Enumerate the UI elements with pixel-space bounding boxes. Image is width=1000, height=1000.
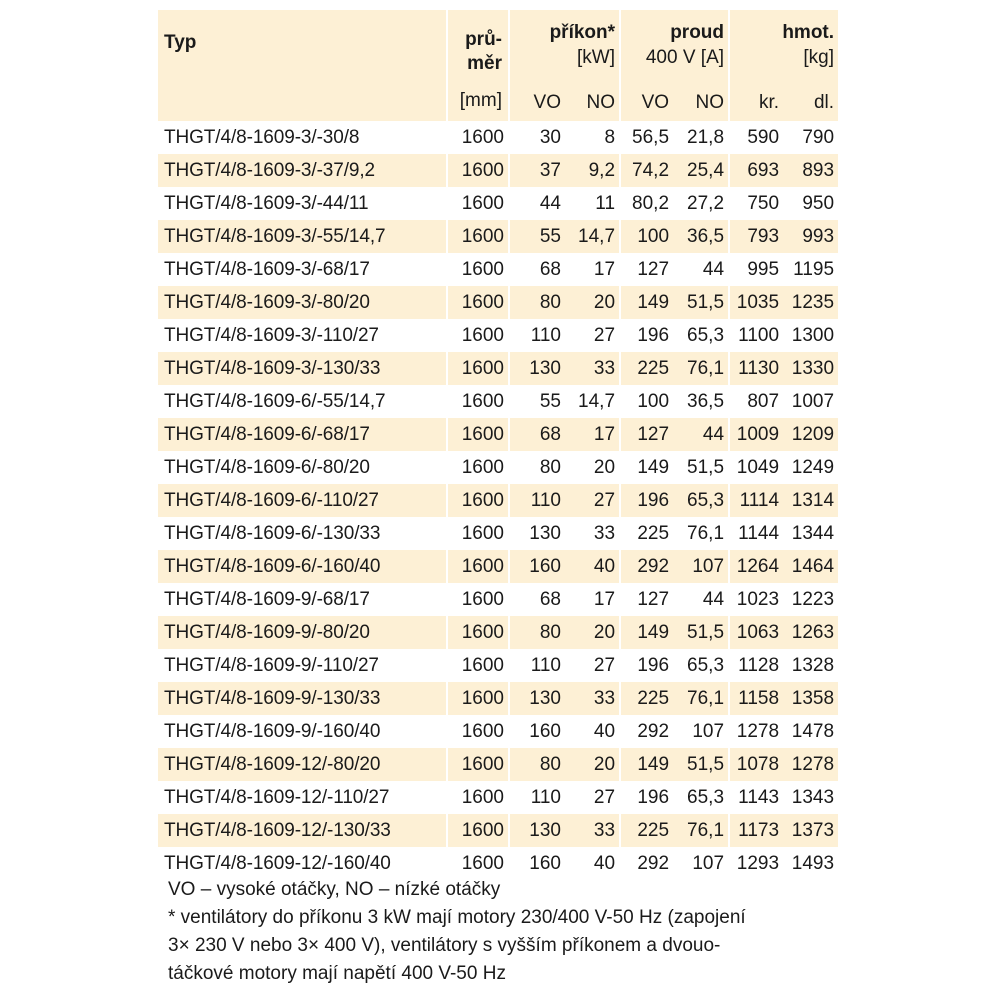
cell-typ: THGT/4/8-1609-3/-30/8 [164, 126, 360, 148]
cell-hmot-kr: 1158 [728, 682, 783, 715]
cell-proud-vo: 100 [619, 220, 673, 253]
cell-proud-no: 76,1 [687, 357, 725, 379]
cell-hmot-dl: 993 [802, 225, 835, 247]
cell-prikon-no: 14,7 [578, 390, 616, 412]
cell-typ: THGT/4/8-1609-9/-68/17 [164, 588, 370, 610]
cell-prikon-no: 33 [593, 819, 616, 841]
cell-hmot-dl: 1478 [791, 720, 835, 742]
cell-hmot-dl: 893 [802, 159, 835, 181]
cell-typ: THGT/4/8-1609-6/-80/20 [164, 456, 370, 478]
table-row [158, 286, 838, 319]
cell-typ: THGT/4/8-1609-12/-80/20 [164, 753, 381, 775]
footnote-line-2: 3× 230 V nebo 3× 400 V), ventilátory s vyšším příkonem a dvouo- [168, 935, 721, 956]
cell-prikon-no: 40 [593, 555, 616, 577]
cell-typ: THGT/4/8-1609-12/-160/40 [164, 852, 391, 874]
cell-prumer: 1600 [446, 286, 508, 319]
cell-hmot-kr: 1035 [728, 286, 783, 319]
cell-prikon-vo: 160 [508, 847, 565, 880]
table-row [158, 385, 838, 418]
cell-typ: THGT/4/8-1609-9/-110/27 [164, 654, 379, 676]
cell-hmot-kr: 1100 [728, 319, 783, 352]
header-proud [619, 10, 728, 88]
cell-hmot-kr: 1114 [728, 484, 783, 517]
cell-typ: THGT/4/8-1609-12/-110/27 [164, 786, 390, 808]
cell-prikon-no: 17 [593, 423, 616, 445]
cell-hmot-kr: 1023 [728, 583, 783, 616]
table-row [158, 550, 838, 583]
cell-hmot-dl: 1007 [791, 390, 835, 412]
cell-hmot-kr: 1063 [728, 616, 783, 649]
table-row [158, 220, 838, 253]
cell-hmot-kr: 1078 [728, 748, 783, 781]
table-header [158, 10, 838, 121]
header-prumer-line2: měr [467, 53, 502, 74]
cell-hmot-kr: 1173 [728, 814, 783, 847]
cell-proud-no: 65,3 [687, 324, 725, 346]
cell-prikon-no: 11 [595, 192, 616, 214]
cell-proud-vo: 196 [619, 781, 673, 814]
cell-prumer: 1600 [446, 682, 508, 715]
cell-typ: THGT/4/8-1609-6/-68/17 [164, 423, 370, 445]
cell-proud-vo: 292 [619, 847, 673, 880]
header-hmot-title: hmot. [782, 22, 835, 43]
table-row [158, 748, 838, 781]
cell-hmot-dl: 1373 [791, 819, 835, 841]
cell-proud-no: 65,3 [687, 786, 725, 808]
cell-proud-vo: 127 [619, 253, 673, 286]
cell-hmot-kr: 1264 [728, 550, 783, 583]
cell-proud-no: 36,5 [687, 390, 725, 412]
cell-prikon-vo: 68 [508, 418, 565, 451]
cell-prumer: 1600 [446, 319, 508, 352]
cell-hmot-kr: 793 [728, 220, 783, 253]
table-notes [168, 876, 858, 988]
cell-hmot-dl: 1263 [791, 621, 835, 643]
cell-prumer: 1600 [446, 616, 508, 649]
cell-typ: THGT/4/8-1609-3/-110/27 [164, 324, 379, 346]
header-vo: VO [508, 88, 565, 121]
cell-prumer: 1600 [446, 715, 508, 748]
cell-proud-vo: 196 [619, 649, 673, 682]
cell-prumer: 1600 [446, 253, 508, 286]
cell-proud-no: 25,4 [687, 159, 725, 181]
table-row [158, 121, 838, 154]
cell-proud-no: 76,1 [687, 687, 725, 709]
cell-prikon-vo: 68 [508, 583, 565, 616]
cell-prikon-no: 8 [604, 126, 616, 148]
cell-prikon-no: 27 [593, 324, 616, 346]
cell-proud-no: 21,8 [687, 126, 725, 148]
cell-hmot-kr: 1128 [728, 649, 783, 682]
cell-prikon-vo: 80 [508, 286, 565, 319]
table-row [158, 616, 838, 649]
cell-hmot-kr: 1143 [728, 781, 783, 814]
cell-prumer: 1600 [446, 451, 508, 484]
cell-proud-vo: 292 [619, 715, 673, 748]
cell-prikon-no: 40 [593, 852, 616, 874]
cell-prikon-vo: 110 [508, 484, 565, 517]
cell-prikon-no: 20 [593, 456, 616, 478]
legend-note: VO – vysoké otáčky, NO – nízké otáčky [168, 879, 501, 900]
cell-prumer: 1600 [446, 484, 508, 517]
cell-prikon-no: 33 [593, 357, 616, 379]
cell-proud-vo: 149 [619, 286, 673, 319]
cell-prumer: 1600 [446, 814, 508, 847]
cell-typ: THGT/4/8-1609-9/-160/40 [164, 720, 381, 742]
cell-proud-vo: 127 [619, 418, 673, 451]
cell-prikon-vo: 37 [508, 154, 565, 187]
table-row [158, 583, 838, 616]
cell-proud-vo: 225 [619, 682, 673, 715]
cell-typ: THGT/4/8-1609-3/-68/17 [164, 258, 370, 280]
cell-prikon-vo: 68 [508, 253, 565, 286]
cell-prikon-vo: 55 [508, 385, 565, 418]
cell-proud-vo: 56,5 [619, 121, 673, 154]
cell-prikon-vo: 44 [508, 187, 565, 220]
cell-prikon-no: 33 [593, 522, 616, 544]
table-row [158, 682, 838, 715]
cell-typ: THGT/4/8-1609-6/-160/40 [164, 555, 381, 577]
header-hmot [728, 10, 838, 88]
cell-hmot-kr: 1278 [728, 715, 783, 748]
cell-hmot-dl: 1300 [791, 324, 835, 346]
cell-hmot-dl: 1314 [791, 489, 835, 511]
cell-prumer: 1600 [446, 781, 508, 814]
cell-proud-no: 76,1 [687, 819, 725, 841]
cell-prumer: 1600 [446, 121, 508, 154]
cell-hmot-dl: 1343 [791, 786, 835, 808]
cell-proud-vo: 225 [619, 814, 673, 847]
cell-typ: THGT/4/8-1609-3/-80/20 [164, 291, 370, 313]
header-prikon [508, 10, 619, 88]
table-row [158, 715, 838, 748]
footnote-line-1: * ventilátory do příkonu 3 kW mají motory 230/400 V-50 Hz (zapojení [168, 907, 746, 928]
cell-prikon-vo: 80 [508, 748, 565, 781]
cell-proud-no: 107 [692, 852, 725, 874]
cell-hmot-kr: 1009 [728, 418, 783, 451]
footnote-line-3: táčkové motory mají napětí 400 V-50 Hz [168, 963, 506, 984]
cell-hmot-dl: 1493 [791, 852, 835, 874]
cell-hmot-dl: 1464 [791, 555, 835, 577]
cell-proud-vo: 80,2 [619, 187, 673, 220]
cell-prikon-no: 20 [593, 291, 616, 313]
cell-hmot-kr: 750 [728, 187, 783, 220]
cell-proud-vo: 127 [619, 583, 673, 616]
cell-prumer: 1600 [446, 220, 508, 253]
cell-hmot-dl: 1235 [791, 291, 835, 313]
header-proud-title: proud [670, 22, 725, 43]
header-prumer [446, 10, 508, 88]
cell-hmot-dl: 1195 [793, 258, 835, 280]
table-row [158, 253, 838, 286]
cell-prikon-vo: 30 [508, 121, 565, 154]
cell-typ: THGT/4/8-1609-3/-37/9,2 [164, 159, 376, 181]
cell-proud-no: 65,3 [687, 654, 725, 676]
cell-proud-no: 44 [702, 258, 725, 280]
table-row [158, 451, 838, 484]
cell-hmot-kr: 807 [728, 385, 783, 418]
cell-proud-no: 36,5 [687, 225, 725, 247]
cell-proud-no: 51,5 [687, 291, 725, 313]
cell-prikon-vo: 80 [508, 616, 565, 649]
table-row [158, 649, 838, 682]
cell-hmot-kr: 1130 [728, 352, 783, 385]
cell-proud-no: 51,5 [687, 621, 725, 643]
cell-hmot-kr: 1144 [728, 517, 783, 550]
cell-prikon-no: 9,2 [588, 159, 616, 181]
cell-proud-no: 44 [702, 423, 725, 445]
header-vo-current: VO [619, 88, 673, 121]
cell-hmot-kr: 693 [728, 154, 783, 187]
header-proud-unit: 400 V [A] [645, 47, 725, 68]
cell-proud-vo: 149 [619, 616, 673, 649]
cell-proud-no: 65,3 [687, 489, 725, 511]
cell-typ: THGT/4/8-1609-3/-55/14,7 [164, 225, 386, 247]
header-prikon-unit: [kW] [577, 47, 616, 68]
table-row [158, 187, 838, 220]
cell-hmot-dl: 1358 [791, 687, 835, 709]
cell-hmot-dl: 1223 [791, 588, 835, 610]
cell-prikon-vo: 110 [508, 319, 565, 352]
cell-typ: THGT/4/8-1609-6/-110/27 [164, 489, 379, 511]
cell-prikon-vo: 80 [508, 451, 565, 484]
cell-prumer: 1600 [446, 187, 508, 220]
cell-prumer: 1600 [446, 649, 508, 682]
cell-proud-vo: 292 [619, 550, 673, 583]
cell-proud-no: 107 [692, 720, 725, 742]
cell-typ: THGT/4/8-1609-9/-130/33 [164, 687, 381, 709]
cell-hmot-dl: 1278 [791, 753, 835, 775]
cell-prikon-vo: 130 [508, 352, 565, 385]
cell-proud-vo: 225 [619, 352, 673, 385]
header-prumer-line1: prů- [465, 29, 502, 50]
cell-hmot-dl: 1249 [791, 456, 835, 478]
table-row [158, 154, 838, 187]
header-no: NO [586, 92, 616, 113]
cell-prikon-no: 17 [593, 588, 616, 610]
cell-prumer: 1600 [446, 385, 508, 418]
cell-prumer: 1600 [446, 418, 508, 451]
cell-prumer: 1600 [446, 583, 508, 616]
cell-proud-no: 76,1 [687, 522, 725, 544]
cell-prikon-vo: 55 [508, 220, 565, 253]
cell-proud-no: 51,5 [687, 456, 725, 478]
cell-prikon-no: 40 [593, 720, 616, 742]
cell-typ: THGT/4/8-1609-6/-130/33 [164, 522, 381, 544]
table-row [158, 517, 838, 550]
cell-proud-vo: 149 [619, 748, 673, 781]
cell-proud-no: 107 [692, 555, 725, 577]
cell-prikon-vo: 110 [508, 781, 565, 814]
cell-prikon-no: 27 [593, 489, 616, 511]
cell-hmot-dl: 1330 [791, 357, 835, 379]
header-no-current: NO [695, 92, 725, 113]
header-typ: Typ [164, 32, 197, 53]
header-prikon-title: příkon* [549, 22, 616, 43]
table-row [158, 814, 838, 847]
cell-prikon-vo: 160 [508, 550, 565, 583]
cell-proud-vo: 74,2 [619, 154, 673, 187]
cell-typ: THGT/4/8-1609-3/-44/11 [164, 192, 369, 214]
table-row [158, 484, 838, 517]
cell-prumer: 1600 [446, 748, 508, 781]
cell-hmot-kr: 995 [728, 253, 783, 286]
cell-prikon-no: 20 [593, 753, 616, 775]
cell-prikon-vo: 130 [508, 814, 565, 847]
header-prumer-unit: [mm] [446, 88, 508, 121]
cell-hmot-kr: 1293 [728, 847, 783, 880]
header-hmot-unit: [kg] [803, 47, 835, 68]
cell-prikon-no: 27 [593, 786, 616, 808]
cell-proud-no: 44 [702, 588, 725, 610]
cell-prumer: 1600 [446, 352, 508, 385]
header-kr: kr. [728, 88, 783, 121]
cell-hmot-dl: 1344 [791, 522, 835, 544]
cell-prikon-vo: 130 [508, 682, 565, 715]
cell-hmot-dl: 950 [802, 192, 835, 214]
cell-hmot-dl: 790 [802, 126, 835, 148]
cell-proud-vo: 149 [619, 451, 673, 484]
header-dl: dl. [813, 92, 835, 113]
fan-spec-table [158, 10, 838, 880]
table-body [158, 121, 838, 880]
cell-hmot-kr: 1049 [728, 451, 783, 484]
cell-prumer: 1600 [446, 517, 508, 550]
cell-typ: THGT/4/8-1609-6/-55/14,7 [164, 390, 386, 412]
cell-typ: THGT/4/8-1609-12/-130/33 [164, 819, 391, 841]
cell-hmot-dl: 1328 [791, 654, 835, 676]
cell-proud-vo: 196 [619, 319, 673, 352]
cell-prikon-no: 27 [593, 654, 616, 676]
cell-prikon-vo: 130 [508, 517, 565, 550]
table-row [158, 352, 838, 385]
cell-prumer: 1600 [446, 847, 508, 880]
cell-hmot-dl: 1209 [791, 423, 835, 445]
cell-prikon-no: 20 [593, 621, 616, 643]
cell-proud-vo: 196 [619, 484, 673, 517]
cell-typ: THGT/4/8-1609-9/-80/20 [164, 621, 370, 643]
cell-proud-no: 27,2 [687, 192, 725, 214]
cell-prikon-no: 14,7 [578, 225, 616, 247]
cell-prikon-vo: 160 [508, 715, 565, 748]
cell-proud-vo: 225 [619, 517, 673, 550]
table-row [158, 781, 838, 814]
table-row [158, 319, 838, 352]
table-row [158, 418, 838, 451]
cell-typ: THGT/4/8-1609-3/-130/33 [164, 357, 381, 379]
cell-prikon-no: 33 [593, 687, 616, 709]
cell-prumer: 1600 [446, 550, 508, 583]
cell-hmot-kr: 590 [728, 121, 783, 154]
cell-prikon-no: 17 [593, 258, 616, 280]
cell-prikon-vo: 110 [508, 649, 565, 682]
cell-proud-vo: 100 [619, 385, 673, 418]
cell-prumer: 1600 [446, 154, 508, 187]
cell-proud-no: 51,5 [687, 753, 725, 775]
